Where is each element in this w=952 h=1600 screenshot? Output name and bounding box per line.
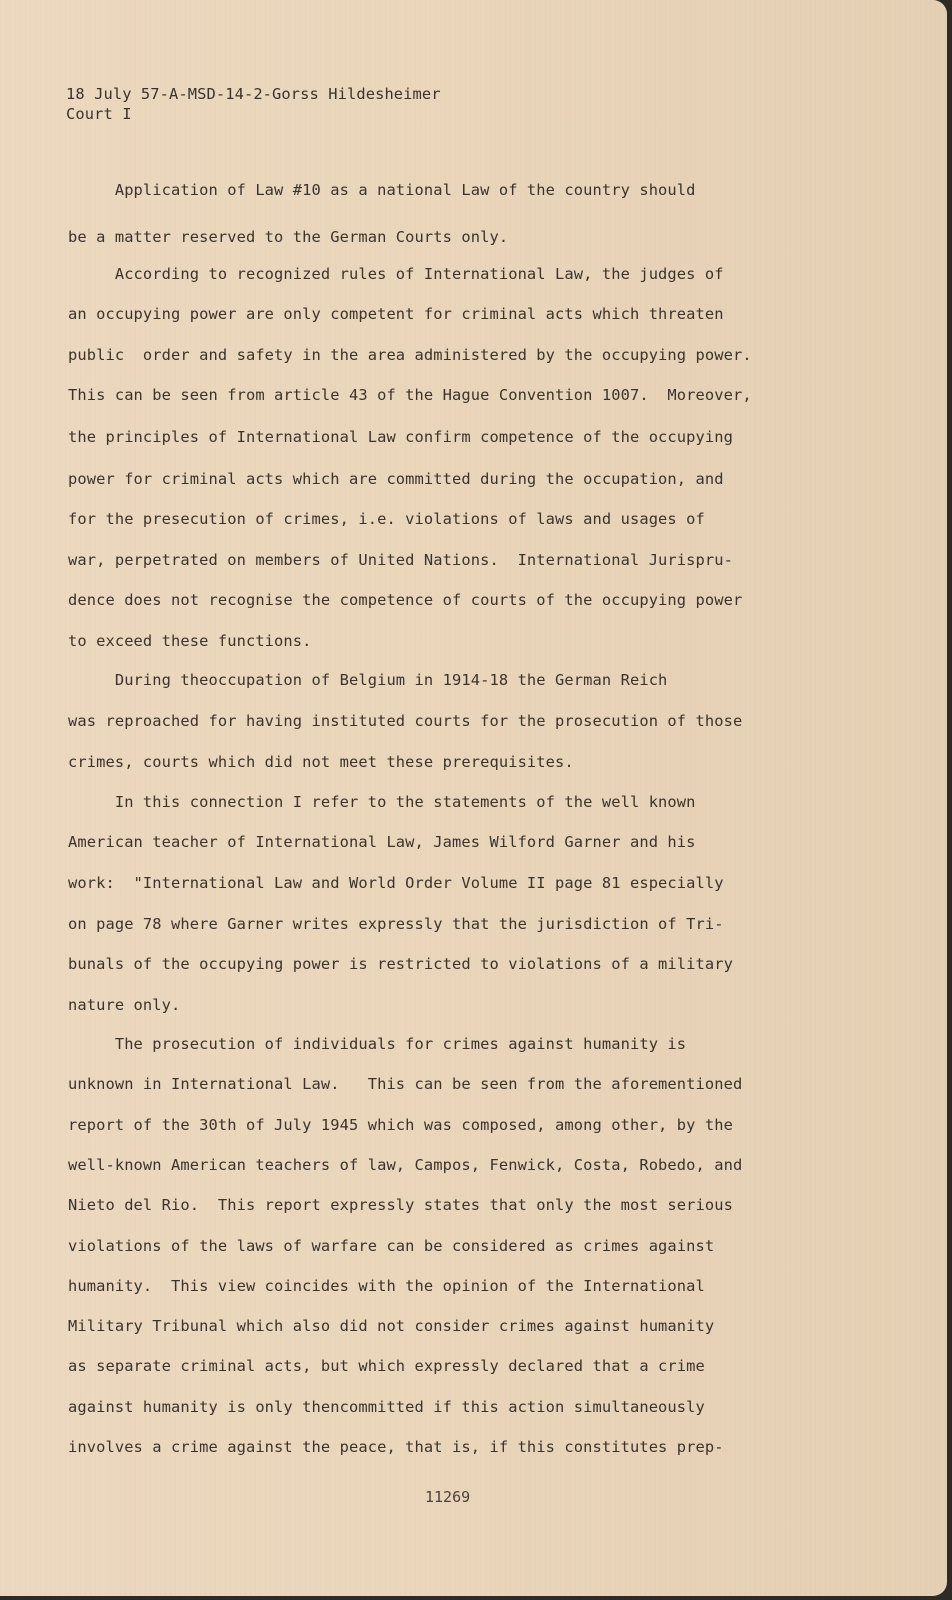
body-line: crimes, courts which did not meet these prerequisites. (68, 753, 574, 771)
body-line: unknown in International Law. This can be seen from the aforementioned (68, 1075, 743, 1093)
body-line: Nieto del Rio. This report expressly states that only the most serious (68, 1196, 733, 1214)
body-line: violations of the laws of warfare can be considered as crimes against (68, 1237, 715, 1255)
body-line: war, perpetrated on members of United Nations. International Jurispru- (68, 551, 733, 569)
body-line: public order and safety in the area administered by the occupying power. (68, 346, 752, 364)
body-line: Military Tribunal which also did not consider crimes against humanity (68, 1317, 715, 1335)
header-court-line: Court I (66, 105, 132, 123)
body-line: work: "International Law and World Order Volume II page 81 especially (68, 874, 724, 892)
body-line: Application of Law #10 as a national Law of the country should (68, 181, 696, 199)
body-line: power for criminal acts which are committed during the occupation, and (68, 470, 724, 488)
page-number: 11269 (425, 1488, 471, 1506)
body-line: be a matter reserved to the German Courts only. (68, 228, 509, 246)
body-line: In this connection I refer to the statements of the well known (68, 793, 696, 811)
body-line: as separate criminal acts, but which expressly declared that a crime (68, 1357, 705, 1375)
body-line: bunals of the occupying power is restricted to violations of a military (68, 955, 733, 973)
body-line: was reproached for having instituted courts for the prosecution of those (68, 712, 743, 730)
body-line: an occupying power are only competent for criminal acts which threaten (68, 305, 724, 323)
body-line: American teacher of International Law, James Wilford Garner and his (68, 833, 696, 851)
body-line: against humanity is only thencommitted if this action simultaneously (68, 1398, 705, 1416)
body-line: report of the 30th of July 1945 which was composed, among other, by the (68, 1116, 733, 1134)
body-line: well-known American teachers of law, Campos, Fenwick, Costa, Robedo, and (68, 1156, 743, 1174)
body-line: humanity. This view coincides with the opinion of the International (68, 1277, 705, 1295)
body-line: the principles of International Law confirm competence of the occupying (68, 428, 733, 446)
body-line: The prosecution of individuals for crimes against humanity is (68, 1035, 687, 1053)
body-line: for the presecution of crimes, i.e. violations of laws and usages of (68, 510, 705, 528)
body-line: This can be seen from article 43 of the Hague Convention 1007. Moreover, (68, 386, 752, 404)
header-reference-line: 18 July 57-A-MSD-14-2-Gorss Hildesheimer (66, 85, 441, 103)
body-line: During theoccupation of Belgium in 1914-18 the German Reich (68, 671, 668, 689)
body-line: nature only. (68, 996, 181, 1014)
body-line: on page 78 where Garner writes expressly that the jurisdiction of Tri- (68, 915, 724, 933)
body-line: dence does not recognise the competence of courts of the occupying power (68, 591, 743, 609)
body-line: According to recognized rules of International Law, the judges of (68, 265, 724, 283)
body-line: involves a crime against the peace, that is, if this constitutes prep- (68, 1438, 724, 1456)
body-line: to exceed these functions. (68, 632, 312, 650)
